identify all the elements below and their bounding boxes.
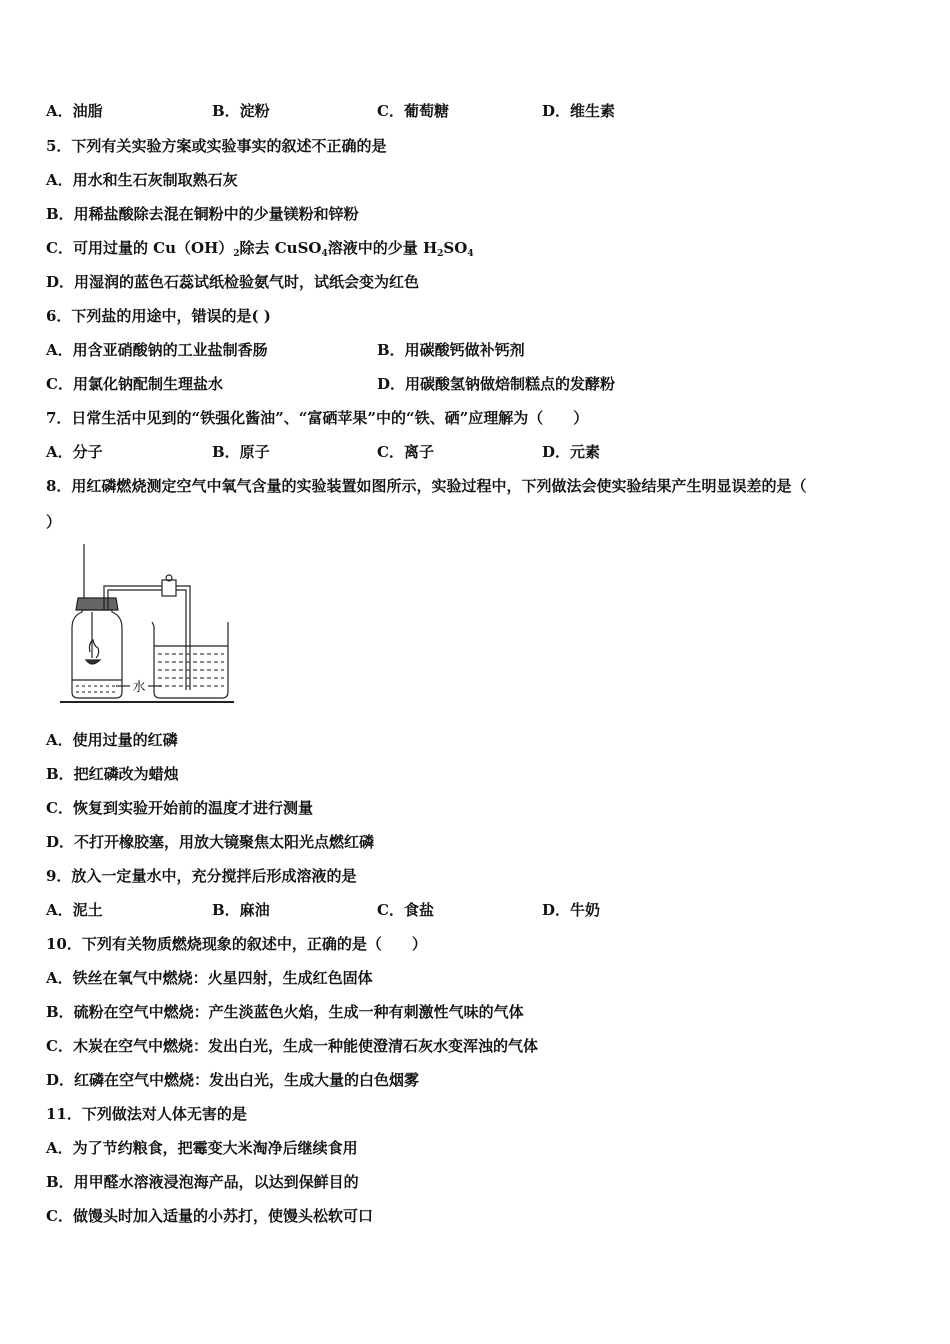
- q8-option-c: C．恢复到实验开始前的温度才进行测量: [46, 799, 313, 817]
- q5-c-sub1: 2: [233, 249, 240, 259]
- combustion-spoon: [86, 660, 100, 664]
- q6-option-c: C．用氯化钠配制生理盐水: [46, 375, 223, 393]
- q8-option-d: D．不打开橡胶塞，用放大镜聚焦太阳光点燃红磷: [46, 833, 375, 851]
- q11-stem: 11．下列做法对人体无害的是: [46, 1105, 247, 1123]
- q5-option-b: B．用稀盐酸除去混在铜粉中的少量镁粉和锌粉: [46, 205, 359, 223]
- q7-option-a: A．分子: [46, 443, 103, 461]
- q5-option-d: D．用湿润的蓝色石蕊试纸检验氨气时，试纸会变为红色: [46, 273, 420, 291]
- q4-option-d: D．维生素: [542, 102, 616, 120]
- q6-option-a: A．用含亚硝酸钠的工业盐制香肠: [46, 341, 268, 359]
- q5-c-part4: SO: [443, 239, 468, 257]
- figure-label-water: 水: [132, 680, 146, 695]
- q7-stem: 7．日常生活中见到的“铁强化酱油”、“富硒苹果”中的“铁、硒”应理解为（ ）: [46, 409, 589, 427]
- q4-option-b: B．淀粉: [212, 102, 270, 120]
- q6-stem: 6．下列盐的用途中，错误的是( ): [46, 307, 271, 325]
- q9-stem: 9．放入一定量水中，充分搅拌后形成溶液的是: [46, 867, 357, 885]
- q11-option-c: C．做馒头时加入适量的小苏打，使馒头松软可口: [46, 1207, 373, 1225]
- q7-option-b: B．原子: [212, 443, 270, 461]
- glass-tube-inner: [108, 590, 186, 690]
- q5-c-part1: C．可用过量的 Cu（OH）: [46, 239, 234, 257]
- q5-c-part3: 溶液中的少量 H: [327, 239, 438, 257]
- q10-stem: 10．下列有关物质燃烧现象的叙述中，正确的是（ ）: [46, 935, 427, 953]
- q8-stem: 8．用红磷燃烧测定空气中氧气含量的实验装置如图所示，实验过程中，下列做法会使实验结果产生明显误差的是（: [46, 477, 807, 495]
- q9-option-d: D．牛奶: [542, 901, 601, 919]
- q11-option-b: B．用甲醛水溶液浸泡海产品，以达到保鲜目的: [46, 1173, 359, 1191]
- spring-clamp: [162, 580, 176, 596]
- q9-option-b: B．麻油: [212, 901, 270, 919]
- q4-option-a: A．油脂: [46, 102, 103, 120]
- q11-option-a: A．为了节约粮食，把霉变大米淘净后继续食用: [46, 1139, 358, 1157]
- q5-c-sub3: 2: [437, 249, 444, 259]
- q6-option-d: D．用碳酸氢钠做焙制糕点的发酵粉: [377, 375, 616, 393]
- q10-option-c: C．木炭在空气中燃烧：发出白光，生成一种能使澄清石灰水变浑浊的气体: [46, 1037, 538, 1055]
- q7-option-c: C．离子: [377, 443, 434, 461]
- q7-option-d: D．元素: [542, 443, 601, 461]
- q10-option-a: A．铁丝在氧气中燃烧：火星四射，生成红色固体: [46, 969, 373, 987]
- q5-c-sub2: 4: [321, 249, 328, 259]
- apparatus-figure: [58, 540, 238, 710]
- q8-option-b: B．把红磷改为蜡烛: [46, 765, 179, 783]
- q5-stem: 5．下列有关实验方案或实验事实的叙述不正确的是: [46, 137, 387, 155]
- q8-option-a: A．使用过量的红磷: [46, 731, 178, 749]
- q5-option-a: A．用水和生石灰制取熟石灰: [46, 171, 238, 189]
- q4-option-c: C．葡萄糖: [377, 102, 449, 120]
- q8-stem-end: ）: [46, 513, 62, 531]
- gas-bottle: [72, 610, 122, 698]
- q9-option-a: A．泥土: [46, 901, 103, 919]
- q9-option-c: C．食盐: [377, 901, 434, 919]
- q5-c-part2: 除去 CuSO: [239, 239, 322, 257]
- q5-c-sub4: 4: [467, 249, 474, 259]
- q10-option-d: D．红磷在空气中燃烧：发出白光，生成大量的白色烟雾: [46, 1071, 420, 1089]
- rubber-stopper: [76, 598, 118, 610]
- q6-option-b: B．用碳酸钙做补钙剂: [377, 341, 525, 359]
- q10-option-b: B．硫粉在空气中燃烧：产生淡蓝色火焰，生成一种有刺激性气味的气体: [46, 1003, 524, 1021]
- flame-icon: [89, 640, 98, 658]
- q5-option-c: [46, 238, 474, 264]
